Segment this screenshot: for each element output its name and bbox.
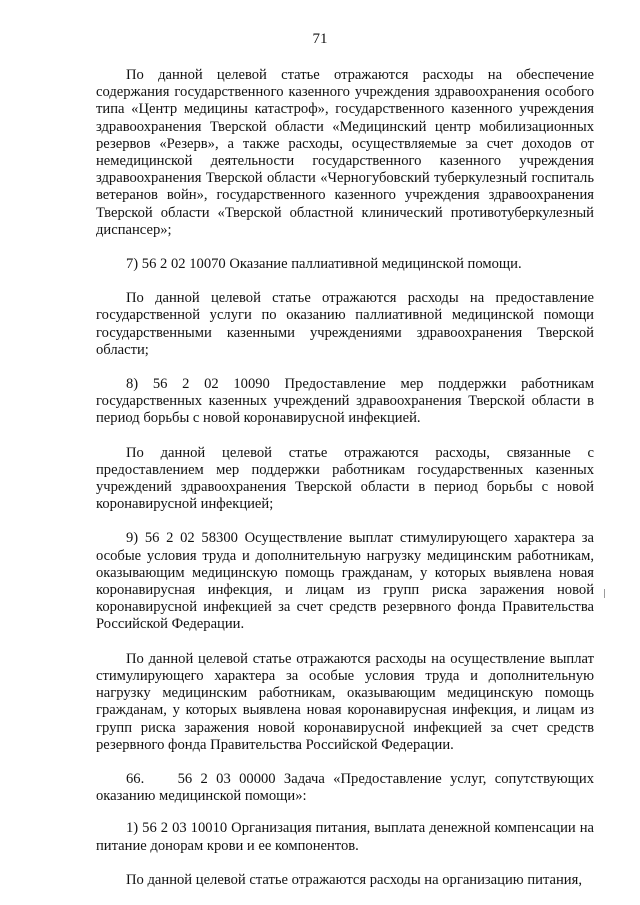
paragraph-item-9-description: По данной целевой статье отражаются расходы на осуществление выплат стимулирующего характера за особые условия труда и дополнительную нагрузку медицинским работникам, оказывающим медицинскую помощь гражданам, у которых выявлена новая коронавирусная инфекция, и лицам из групп риска заражения новой коронавирусной инфекцией за счет средств резервного фонда Правительства Российской Федерации. — [96, 650, 594, 753]
paragraph-item-8-heading: 8) 56 2 02 10090 Предоставление мер поддержки работникам государственных казенных учреждений здравоохранения Тверской области в период борьбы с новой коронавирусной инфекцией. — [96, 376, 594, 427]
paragraph-section-66-heading: 66. 56 2 03 00000 Задача «Предоставление услуг, сопутствующих оказанию медицинской помощи»: — [96, 770, 594, 805]
paragraph-item-1-heading: 1) 56 2 03 10010 Организация питания, выплата денежной компенсации на питание донорам крови и ее компонентов. — [96, 820, 594, 854]
scan-mark — [604, 589, 605, 598]
paragraph-expenses-maintenance: По данной целевой статье отражаются расходы на обеспечение содержания государственного казенного учреждения здравоохранения особого типа «Центр медицины катастроф», государственного казенного учреждения здравоохранения Тверской области «Медицинский центр мобилизационных резервов «Резерв», а также расходы, осуществляемые за счет доходов от немедицинской деятельности государственного казенного учреждения здравоохранения Тверской области «Черногубовский туберкулезный госпиталь ветеранов войн», государственного казенного учреждения здравоохранения Тверской области «Тверской областной клинический противотуберкулезный диспансер»; — [96, 67, 594, 238]
page-number: 71 — [312, 31, 328, 47]
paragraph-item-7-heading: 7) 56 2 02 10070 Оказание паллиативной медицинской помощи. — [126, 256, 522, 273]
paragraph-item-9-heading: 9) 56 2 02 58300 Осуществление выплат стимулирующего характера за особые условия труда и дополнительную нагрузку медицинским работникам, оказывающим медицинскую помощь гражданам, у которых выявлена новая коронавирусная инфекция, и лицам из групп риска заражения новой коронавирусной инфекцией за счет средств резервного фонда Правительства Российской Федерации. — [96, 530, 594, 633]
document-body — [96, 67, 594, 889]
paragraph-item-1-description: По данной целевой статье отражаются расходы на организацию питания, — [126, 871, 582, 888]
paragraph-item-7-description: По данной целевой статье отражаются расходы на предоставление государственной услуги по оказанию паллиативной медицинской помощи государственными казенными учреждениями здравоохранения Тверской области; — [96, 290, 594, 358]
paragraph-item-8-description: По данной целевой статье отражаются расходы, связанные с предоставлением мер поддержки работникам государственных казенных учреждений здравоохранения Тверской области в период борьбы с новой коронавирусной инфекцией; — [96, 444, 594, 513]
